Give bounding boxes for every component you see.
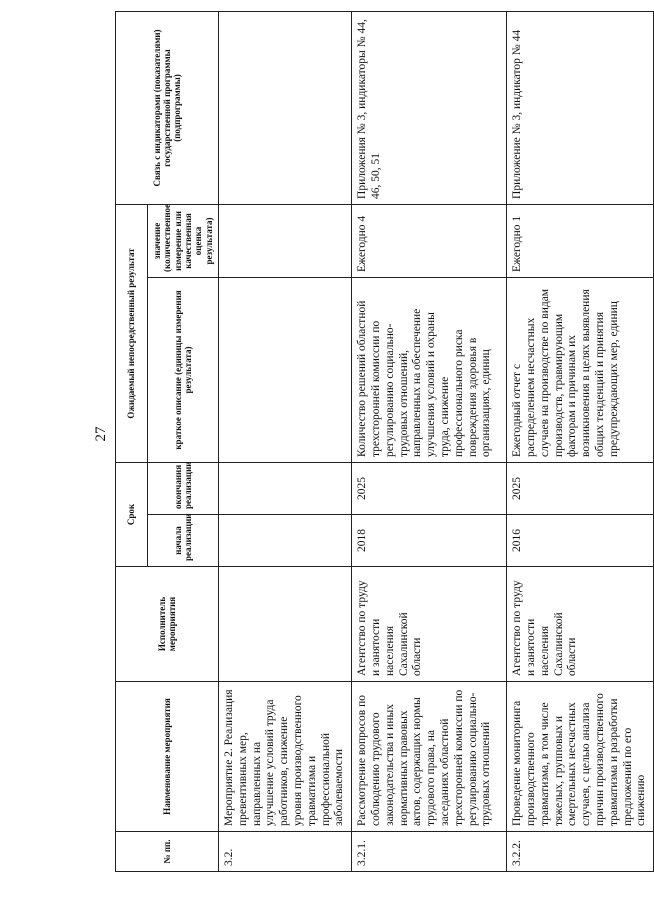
- header-desc: краткое описание (единицы измерения результата): [148, 277, 219, 462]
- header-name: Наименование мероприятия: [116, 682, 219, 832]
- cell-name: Мероприятие 2. Реализация превентивных мер, направленных на улучшение условий труда работников, снижение уровня производственного травматизма и профессиональной заболеваемости: [219, 682, 352, 832]
- cell-num: 3.2.2.: [507, 832, 654, 872]
- cell-desc: Количество решений областной трехсторонней комиссии по регулированию социально-трудовых отношений, направленных на обеспечение улучшения условий и охраны труда, снижение профессионального риска повреждения здоровья в организациях, единиц: [352, 277, 507, 462]
- header-executor: Исполнитель мероприятия: [116, 567, 219, 682]
- cell-link: Приложение № 3, индикатор № 44: [507, 11, 654, 204]
- cell-desc: Ежегодный отчет с распределением несчастных случаев на производстве по видам производств, травмирующим факторам и причинам их возникновения в целях выявления общих тенденций и принятия предупреждающих мер, единиц: [507, 277, 654, 462]
- cell-link: Приложения № 3, индикаторы № 44, 46, 50, 51: [352, 11, 507, 204]
- cell-name: Проведение мониторинга производственного травматизма, в том числе тяжелых, групповых и смертельных несчастных случаев, с целью анализа причин производственного травматизма и разработки предложений по его снижению: [507, 682, 654, 832]
- table-row: [219, 11, 352, 871]
- measures-table: [115, 11, 654, 872]
- cell-value: Ежегодно 4: [352, 204, 507, 277]
- table-row: [507, 11, 654, 871]
- header-end: окончания реализации: [148, 462, 219, 514]
- header-row-top: [116, 11, 148, 871]
- header-num: № пп.: [116, 832, 219, 872]
- cell-executor: Агентство по труду и занятости населения Сахалинской области: [507, 567, 654, 682]
- cell-start: 2018: [352, 515, 507, 567]
- cell-name: Рассмотрение вопросов по соблюдению трудового законодательства и иных нормативных правовых актов, содержащих нормы трудового права, на заседаниях областной трехсторонней комиссии по регулированию социально-трудовых отношений: [352, 682, 507, 832]
- page-number: 27: [93, 426, 109, 442]
- header-result: Ожидаемый непосредственный результат: [116, 204, 148, 462]
- cell-desc: [219, 277, 352, 462]
- table-row: [352, 11, 507, 871]
- cell-executor: Агентство по труду и занятости населения Сахалинской области: [352, 567, 507, 682]
- cell-link: [219, 11, 352, 204]
- cell-end: 2025: [507, 462, 654, 514]
- header-link: Связь с индикаторами (показателями) государственной программы (подпрограммы): [116, 11, 219, 204]
- cell-value: Ежегодно 1: [507, 204, 654, 277]
- header-term: Срок: [116, 462, 148, 566]
- cell-num: 3.2.: [219, 832, 352, 872]
- cell-end: [219, 462, 352, 514]
- cell-start: [219, 515, 352, 567]
- header-value: значение (количественное измерение или качественная оценка результата): [148, 204, 219, 277]
- cell-num: 3.2.1.: [352, 832, 507, 872]
- header-start: начала реализации: [148, 515, 219, 567]
- cell-value: [219, 204, 352, 277]
- cell-start: 2016: [507, 515, 654, 567]
- cell-end: 2025: [352, 462, 507, 514]
- rotated-table-container: [115, 12, 648, 872]
- cell-executor: [219, 567, 352, 682]
